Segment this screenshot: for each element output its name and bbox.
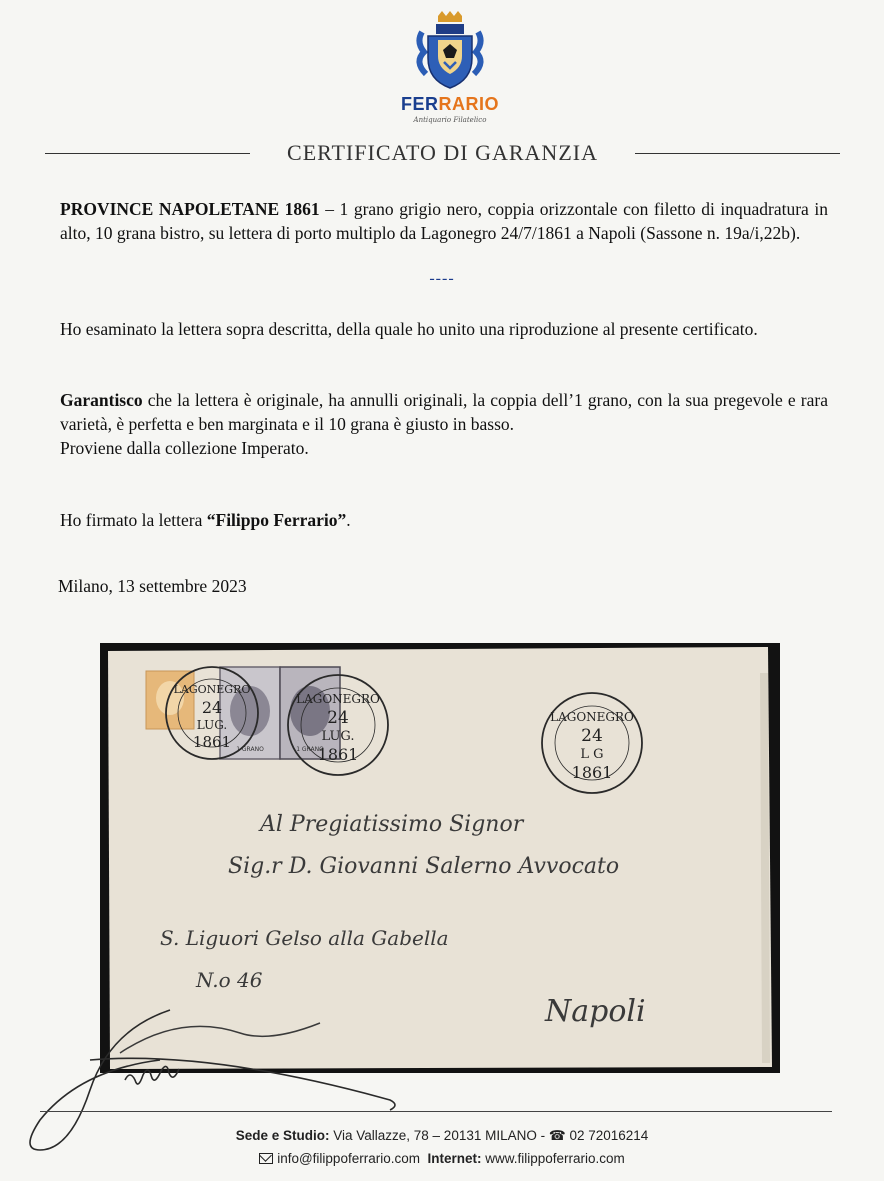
- website-link[interactable]: www.filippoferrario.com: [481, 1151, 625, 1166]
- stamp-value-right: 1 GRANO: [296, 746, 324, 753]
- postmark-3-town: LAGONEGRO: [550, 710, 634, 724]
- footer-address-line: [0, 1128, 884, 1144]
- postmark-1-year: 1861: [192, 733, 232, 751]
- guarantee-text: che la lettera è originale, ha annulli originali, la coppia dell’1 grano, con la sua pregevole e rara varietà, è perfetta e ben marginata e il 10 grana è giusto in basso.: [60, 390, 828, 434]
- place-date: Milano, 13 settembre 2023: [58, 576, 247, 596]
- postmark-2-day: 24: [327, 708, 349, 728]
- brand-name: [395, 94, 505, 115]
- internet-label: Internet:: [427, 1151, 482, 1166]
- company-logo: [395, 10, 505, 124]
- coat-of-arms-icon: [414, 10, 486, 92]
- brand-tagline: Antiquario Filatelico: [413, 116, 487, 124]
- guarantee-lead: Garantisco: [60, 390, 143, 410]
- postmark-3-month: L G: [580, 747, 604, 762]
- postmark-2-month: LUG.: [321, 729, 355, 744]
- item-heading: PROVINCE NAPOLETANE 1861: [60, 199, 320, 219]
- office-address: Via Vallazze, 78 – 20131 MILANO -: [329, 1128, 549, 1143]
- phone-icon: ☎: [548, 1128, 566, 1143]
- item-description: [60, 197, 828, 245]
- letter-photo: [100, 643, 780, 1073]
- signature-statement: [60, 508, 828, 532]
- letter-image: [100, 643, 780, 1073]
- postmark-3-day: 24: [581, 726, 603, 746]
- postmark-2-town: LAGONEGRO: [296, 692, 380, 706]
- brand-rario: RARIO: [438, 94, 499, 114]
- address-city: Napoli: [545, 994, 646, 1029]
- footer-contact-line: [0, 1151, 884, 1166]
- signed-name: “Filippo Ferrario”: [206, 510, 347, 530]
- stamp-value-left: 1 GRANO: [236, 746, 264, 753]
- address-line-3: S. Liguori Gelso alla Gabella: [160, 926, 449, 950]
- section-separator: ----: [429, 270, 455, 287]
- examination-statement: Ho esaminato la lettera sopra descritta, della quale ho unito una riproduzione al presente certificato.: [60, 319, 758, 339]
- postmark-1-day: 24: [201, 698, 223, 717]
- email-link[interactable]: info@filippoferrario.com: [277, 1151, 420, 1166]
- mail-icon: [259, 1153, 273, 1164]
- certificate-title-row: [45, 140, 840, 166]
- address-line-4: N.o 46: [196, 968, 263, 992]
- title-divider-right: [635, 153, 840, 154]
- signed-suffix: .: [346, 510, 351, 530]
- certificate-title: CERTIFICATO DI GARANZIA: [287, 140, 598, 165]
- signed-prefix: Ho firmato la lettera: [60, 510, 207, 530]
- postmark-2-year: 1861: [317, 745, 359, 764]
- provenance: Proviene dalla collezione Imperato.: [60, 438, 309, 458]
- brand-fer: FER: [401, 94, 439, 114]
- postmark-3-year: 1861: [571, 763, 613, 782]
- office-label: Sede e Studio:: [235, 1128, 330, 1143]
- address-line-1: Al Pregiatissimo Signor: [260, 812, 524, 837]
- footer-divider: [40, 1111, 832, 1112]
- address-line-2: Sig.r D. Giovanni Salerno Avvocato: [228, 854, 620, 879]
- postmark-1-month: LUG.: [196, 718, 228, 732]
- phone-number: 02 72016214: [565, 1128, 649, 1143]
- item-description-text: – 1 grano grigio nero, coppia orizzontale con filetto di inquadratura in alto, 10 grana bistro, su lettera di porto multiplo da Lagonegro 24/7/1861 a Napoli (Sassone n. 19a/i,22b).: [60, 199, 828, 243]
- guarantee-statement: [60, 388, 828, 460]
- postmark-1-town: LAGONEGRO: [173, 683, 251, 696]
